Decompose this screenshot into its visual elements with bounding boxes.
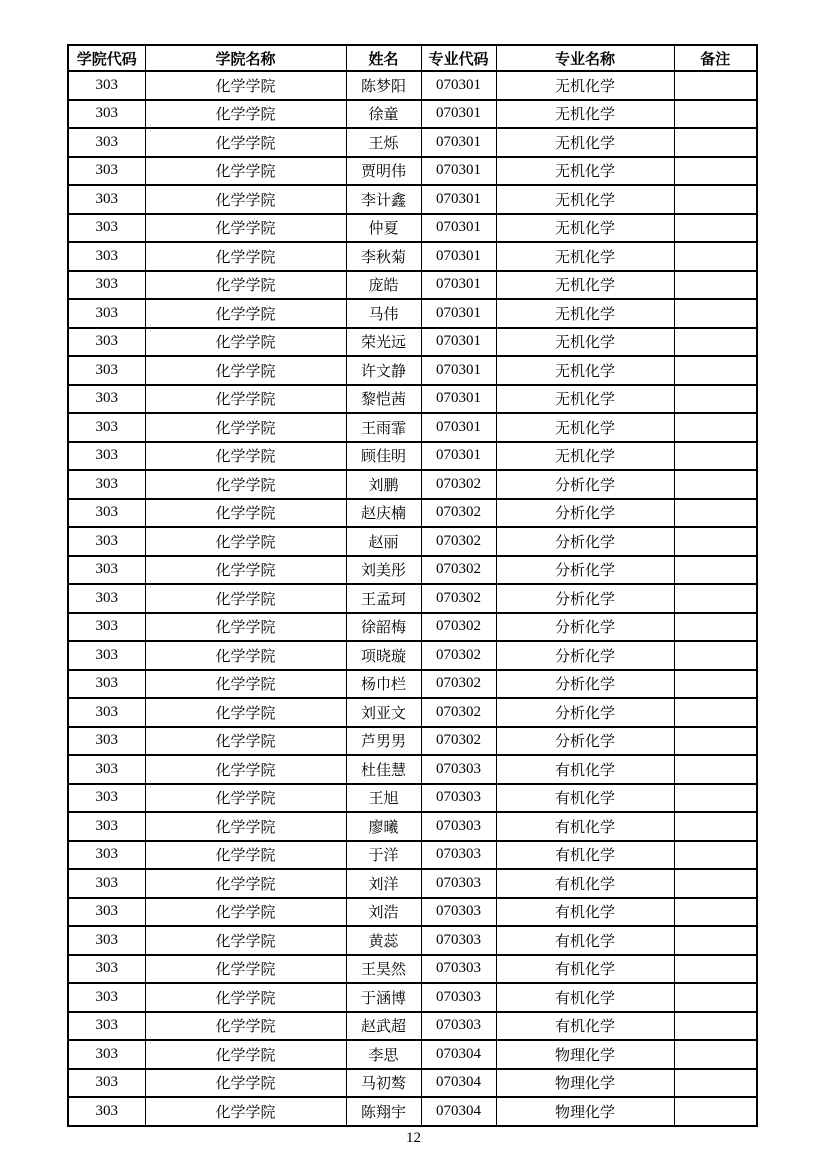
cell-major-code: 070302 (421, 613, 496, 642)
cell-major-name: 分析化学 (496, 499, 674, 528)
cell-major-code: 070301 (421, 157, 496, 186)
table-row (68, 698, 757, 727)
cell-college-name: 化学学院 (145, 869, 346, 898)
cell-student-name: 王雨霏 (346, 413, 421, 442)
cell-major-code: 070301 (421, 442, 496, 471)
cell-college-code: 303 (68, 869, 145, 898)
cell-student-name: 庞皓 (346, 271, 421, 300)
table-row (68, 1097, 757, 1126)
cell-remarks (674, 812, 757, 841)
cell-student-name: 贾明伟 (346, 157, 421, 186)
cell-major-code: 070303 (421, 926, 496, 955)
table-row (68, 499, 757, 528)
table-row (68, 926, 757, 955)
cell-major-code: 070302 (421, 641, 496, 670)
cell-major-code: 070301 (421, 214, 496, 243)
cell-major-code: 070303 (421, 983, 496, 1012)
table-row (68, 328, 757, 357)
cell-student-name: 项晓璇 (346, 641, 421, 670)
table-row (68, 527, 757, 556)
cell-remarks (674, 556, 757, 585)
cell-major-code: 070301 (421, 100, 496, 129)
cell-remarks (674, 100, 757, 129)
cell-remarks (674, 869, 757, 898)
cell-college-name: 化学学院 (145, 841, 346, 870)
cell-college-name: 化学学院 (145, 442, 346, 471)
header-row (68, 45, 757, 71)
cell-college-code: 303 (68, 413, 145, 442)
table-row (68, 869, 757, 898)
cell-student-name: 王旭 (346, 784, 421, 813)
cell-college-name: 化学学院 (145, 385, 346, 414)
cell-major-code: 070301 (421, 356, 496, 385)
table-row (68, 898, 757, 927)
table-row (68, 784, 757, 813)
cell-major-name: 有机化学 (496, 755, 674, 784)
cell-major-code: 070303 (421, 955, 496, 984)
cell-remarks (674, 755, 757, 784)
cell-remarks (674, 157, 757, 186)
cell-major-name: 有机化学 (496, 898, 674, 927)
cell-college-code: 303 (68, 1012, 145, 1041)
cell-college-code: 303 (68, 784, 145, 813)
cell-remarks (674, 1069, 757, 1098)
cell-college-code: 303 (68, 727, 145, 756)
cell-major-name: 无机化学 (496, 157, 674, 186)
cell-college-code: 303 (68, 670, 145, 699)
cell-college-code: 303 (68, 955, 145, 984)
cell-student-name: 芦男男 (346, 727, 421, 756)
table-row (68, 841, 757, 870)
cell-major-code: 070301 (421, 242, 496, 271)
cell-remarks (674, 71, 757, 100)
cell-remarks (674, 128, 757, 157)
cell-student-name: 李思 (346, 1040, 421, 1069)
cell-college-name: 化学学院 (145, 1012, 346, 1041)
cell-college-name: 化学学院 (145, 812, 346, 841)
cell-major-code: 070302 (421, 470, 496, 499)
cell-student-name: 刘亚文 (346, 698, 421, 727)
column-header-remarks: 备注 (674, 45, 757, 71)
cell-remarks (674, 784, 757, 813)
cell-college-code: 303 (68, 755, 145, 784)
table-row (68, 812, 757, 841)
cell-major-name: 有机化学 (496, 955, 674, 984)
cell-college-code: 303 (68, 100, 145, 129)
cell-college-code: 303 (68, 470, 145, 499)
cell-major-code: 070304 (421, 1069, 496, 1098)
cell-college-code: 303 (68, 442, 145, 471)
table-row (68, 442, 757, 471)
cell-major-name: 分析化学 (496, 584, 674, 613)
student-roster-table (67, 44, 758, 1127)
table-row (68, 755, 757, 784)
cell-major-name: 有机化学 (496, 1012, 674, 1041)
cell-major-code: 070301 (421, 299, 496, 328)
column-header-student-name: 姓名 (346, 45, 421, 71)
cell-college-code: 303 (68, 71, 145, 100)
table-row (68, 613, 757, 642)
cell-major-name: 有机化学 (496, 983, 674, 1012)
cell-remarks (674, 442, 757, 471)
cell-college-name: 化学学院 (145, 527, 346, 556)
cell-remarks (674, 499, 757, 528)
cell-student-name: 王昊然 (346, 955, 421, 984)
table-row (68, 556, 757, 585)
cell-major-name: 物理化学 (496, 1097, 674, 1126)
table-row (68, 983, 757, 1012)
cell-college-name: 化学学院 (145, 1069, 346, 1098)
table-row (68, 356, 757, 385)
cell-college-name: 化学学院 (145, 100, 346, 129)
cell-major-code: 070303 (421, 784, 496, 813)
cell-college-code: 303 (68, 1040, 145, 1069)
table-row (68, 584, 757, 613)
cell-college-code: 303 (68, 385, 145, 414)
cell-major-code: 070302 (421, 584, 496, 613)
cell-student-name: 荣光远 (346, 328, 421, 357)
cell-college-name: 化学学院 (145, 470, 346, 499)
cell-student-name: 刘洋 (346, 869, 421, 898)
cell-major-name: 物理化学 (496, 1069, 674, 1098)
cell-college-code: 303 (68, 926, 145, 955)
cell-major-code: 070301 (421, 71, 496, 100)
cell-college-code: 303 (68, 584, 145, 613)
cell-student-name: 赵丽 (346, 527, 421, 556)
cell-college-code: 303 (68, 527, 145, 556)
table-row (68, 214, 757, 243)
cell-student-name: 刘鹏 (346, 470, 421, 499)
cell-student-name: 李计鑫 (346, 185, 421, 214)
cell-college-name: 化学学院 (145, 271, 346, 300)
cell-student-name: 李秋菊 (346, 242, 421, 271)
cell-college-code: 303 (68, 983, 145, 1012)
table-row (68, 1069, 757, 1098)
cell-major-name: 无机化学 (496, 128, 674, 157)
cell-college-name: 化学学院 (145, 214, 346, 243)
cell-student-name: 许文静 (346, 356, 421, 385)
cell-college-code: 303 (68, 214, 145, 243)
cell-college-name: 化学学院 (145, 328, 346, 357)
cell-student-name: 廖曦 (346, 812, 421, 841)
cell-major-name: 有机化学 (496, 926, 674, 955)
cell-college-name: 化学学院 (145, 1097, 346, 1126)
table-row (68, 185, 757, 214)
cell-college-name: 化学学院 (145, 641, 346, 670)
cell-college-name: 化学学院 (145, 299, 346, 328)
cell-college-name: 化学学院 (145, 727, 346, 756)
cell-major-code: 070302 (421, 527, 496, 556)
cell-college-code: 303 (68, 698, 145, 727)
cell-remarks (674, 926, 757, 955)
column-header-major-name: 专业名称 (496, 45, 674, 71)
cell-major-code: 070301 (421, 385, 496, 414)
cell-major-name: 无机化学 (496, 385, 674, 414)
cell-remarks (674, 299, 757, 328)
cell-student-name: 仲夏 (346, 214, 421, 243)
cell-student-name: 陈梦阳 (346, 71, 421, 100)
cell-college-code: 303 (68, 1069, 145, 1098)
table-row (68, 1040, 757, 1069)
table-row (68, 955, 757, 984)
cell-remarks (674, 841, 757, 870)
cell-major-name: 有机化学 (496, 869, 674, 898)
cell-major-code: 070301 (421, 413, 496, 442)
cell-remarks (674, 670, 757, 699)
table-row (68, 641, 757, 670)
cell-student-name: 马伟 (346, 299, 421, 328)
cell-student-name: 黄蕊 (346, 926, 421, 955)
cell-remarks (674, 271, 757, 300)
cell-remarks (674, 527, 757, 556)
cell-remarks (674, 584, 757, 613)
cell-major-code: 070303 (421, 1012, 496, 1041)
cell-student-name: 刘美彤 (346, 556, 421, 585)
table-row (68, 271, 757, 300)
cell-student-name: 徐童 (346, 100, 421, 129)
cell-remarks (674, 613, 757, 642)
cell-student-name: 赵武超 (346, 1012, 421, 1041)
cell-college-name: 化学学院 (145, 185, 346, 214)
cell-college-code: 303 (68, 356, 145, 385)
table-row (68, 413, 757, 442)
cell-major-name: 物理化学 (496, 1040, 674, 1069)
cell-major-code: 070301 (421, 185, 496, 214)
cell-student-name: 马初骜 (346, 1069, 421, 1098)
cell-major-name: 分析化学 (496, 727, 674, 756)
cell-remarks (674, 727, 757, 756)
cell-remarks (674, 214, 757, 243)
cell-college-name: 化学学院 (145, 670, 346, 699)
cell-student-name: 刘浩 (346, 898, 421, 927)
cell-student-name: 于涵博 (346, 983, 421, 1012)
cell-remarks (674, 983, 757, 1012)
cell-college-name: 化学学院 (145, 784, 346, 813)
cell-major-code: 070302 (421, 499, 496, 528)
cell-college-name: 化学学院 (145, 1040, 346, 1069)
cell-remarks (674, 1012, 757, 1041)
cell-college-code: 303 (68, 271, 145, 300)
cell-remarks (674, 185, 757, 214)
cell-major-code: 070301 (421, 271, 496, 300)
cell-college-code: 303 (68, 242, 145, 271)
cell-major-name: 无机化学 (496, 71, 674, 100)
cell-major-name: 有机化学 (496, 812, 674, 841)
cell-major-name: 无机化学 (496, 442, 674, 471)
cell-major-code: 070303 (421, 869, 496, 898)
column-header-college-name: 学院名称 (145, 45, 346, 71)
cell-major-code: 070302 (421, 670, 496, 699)
cell-major-name: 分析化学 (496, 641, 674, 670)
cell-major-name: 分析化学 (496, 698, 674, 727)
cell-student-name: 黎恺茜 (346, 385, 421, 414)
cell-college-code: 303 (68, 157, 145, 186)
cell-remarks (674, 385, 757, 414)
table-row (68, 100, 757, 129)
cell-major-code: 070301 (421, 328, 496, 357)
cell-major-name: 无机化学 (496, 413, 674, 442)
cell-college-code: 303 (68, 556, 145, 585)
cell-student-name: 陈翔宇 (346, 1097, 421, 1126)
cell-college-code: 303 (68, 613, 145, 642)
column-header-college-code: 学院代码 (68, 45, 145, 71)
cell-major-name: 分析化学 (496, 470, 674, 499)
cell-college-name: 化学学院 (145, 698, 346, 727)
cell-college-code: 303 (68, 299, 145, 328)
cell-college-name: 化学学院 (145, 499, 346, 528)
cell-college-code: 303 (68, 128, 145, 157)
cell-college-name: 化学学院 (145, 242, 346, 271)
cell-major-code: 070302 (421, 556, 496, 585)
cell-college-name: 化学学院 (145, 955, 346, 984)
cell-major-name: 无机化学 (496, 242, 674, 271)
cell-college-code: 303 (68, 898, 145, 927)
cell-college-name: 化学学院 (145, 898, 346, 927)
cell-major-name: 无机化学 (496, 214, 674, 243)
cell-major-name: 无机化学 (496, 299, 674, 328)
cell-major-code: 070304 (421, 1097, 496, 1126)
cell-student-name: 杜佳慧 (346, 755, 421, 784)
cell-remarks (674, 955, 757, 984)
cell-major-name: 分析化学 (496, 613, 674, 642)
table-row (68, 1012, 757, 1041)
cell-college-name: 化学学院 (145, 413, 346, 442)
cell-major-code: 070302 (421, 727, 496, 756)
cell-remarks (674, 356, 757, 385)
cell-college-code: 303 (68, 328, 145, 357)
cell-major-name: 无机化学 (496, 328, 674, 357)
cell-college-code: 303 (68, 812, 145, 841)
cell-remarks (674, 698, 757, 727)
table-row (68, 128, 757, 157)
cell-student-name: 王烁 (346, 128, 421, 157)
table-row (68, 470, 757, 499)
cell-college-name: 化学学院 (145, 556, 346, 585)
cell-major-name: 有机化学 (496, 784, 674, 813)
cell-major-code: 070304 (421, 1040, 496, 1069)
cell-remarks (674, 413, 757, 442)
cell-major-code: 070303 (421, 755, 496, 784)
cell-college-name: 化学学院 (145, 926, 346, 955)
cell-college-name: 化学学院 (145, 755, 346, 784)
cell-college-code: 303 (68, 185, 145, 214)
cell-remarks (674, 1040, 757, 1069)
cell-major-code: 070301 (421, 128, 496, 157)
cell-college-code: 303 (68, 499, 145, 528)
cell-major-name: 分析化学 (496, 556, 674, 585)
cell-major-name: 无机化学 (496, 271, 674, 300)
cell-college-code: 303 (68, 841, 145, 870)
cell-major-name: 无机化学 (496, 356, 674, 385)
cell-student-name: 王孟珂 (346, 584, 421, 613)
table-row (68, 727, 757, 756)
cell-college-name: 化学学院 (145, 128, 346, 157)
table-row (68, 71, 757, 100)
cell-remarks (674, 328, 757, 357)
table-row (68, 385, 757, 414)
cell-student-name: 于洋 (346, 841, 421, 870)
cell-college-name: 化学学院 (145, 613, 346, 642)
cell-major-name: 无机化学 (496, 185, 674, 214)
cell-remarks (674, 1097, 757, 1126)
column-header-major-code: 专业代码 (421, 45, 496, 71)
table-row (68, 157, 757, 186)
cell-college-code: 303 (68, 1097, 145, 1126)
cell-college-name: 化学学院 (145, 356, 346, 385)
cell-major-name: 无机化学 (496, 100, 674, 129)
cell-college-name: 化学学院 (145, 71, 346, 100)
cell-college-name: 化学学院 (145, 584, 346, 613)
cell-student-name: 顾佳明 (346, 442, 421, 471)
cell-student-name: 徐韶梅 (346, 613, 421, 642)
cell-remarks (674, 470, 757, 499)
cell-major-name: 分析化学 (496, 670, 674, 699)
table-row (68, 299, 757, 328)
cell-remarks (674, 641, 757, 670)
cell-college-name: 化学学院 (145, 983, 346, 1012)
cell-college-name: 化学学院 (145, 157, 346, 186)
table-row (68, 242, 757, 271)
cell-major-code: 070303 (421, 898, 496, 927)
table-row (68, 670, 757, 699)
page-number: 12 (406, 1130, 421, 1146)
cell-major-name: 分析化学 (496, 527, 674, 556)
cell-major-code: 070303 (421, 841, 496, 870)
cell-remarks (674, 242, 757, 271)
cell-major-name: 有机化学 (496, 841, 674, 870)
table-body (68, 71, 757, 1126)
cell-student-name: 赵庆楠 (346, 499, 421, 528)
cell-college-code: 303 (68, 641, 145, 670)
cell-remarks (674, 898, 757, 927)
cell-student-name: 杨巾栏 (346, 670, 421, 699)
cell-major-code: 070303 (421, 812, 496, 841)
cell-major-code: 070302 (421, 698, 496, 727)
